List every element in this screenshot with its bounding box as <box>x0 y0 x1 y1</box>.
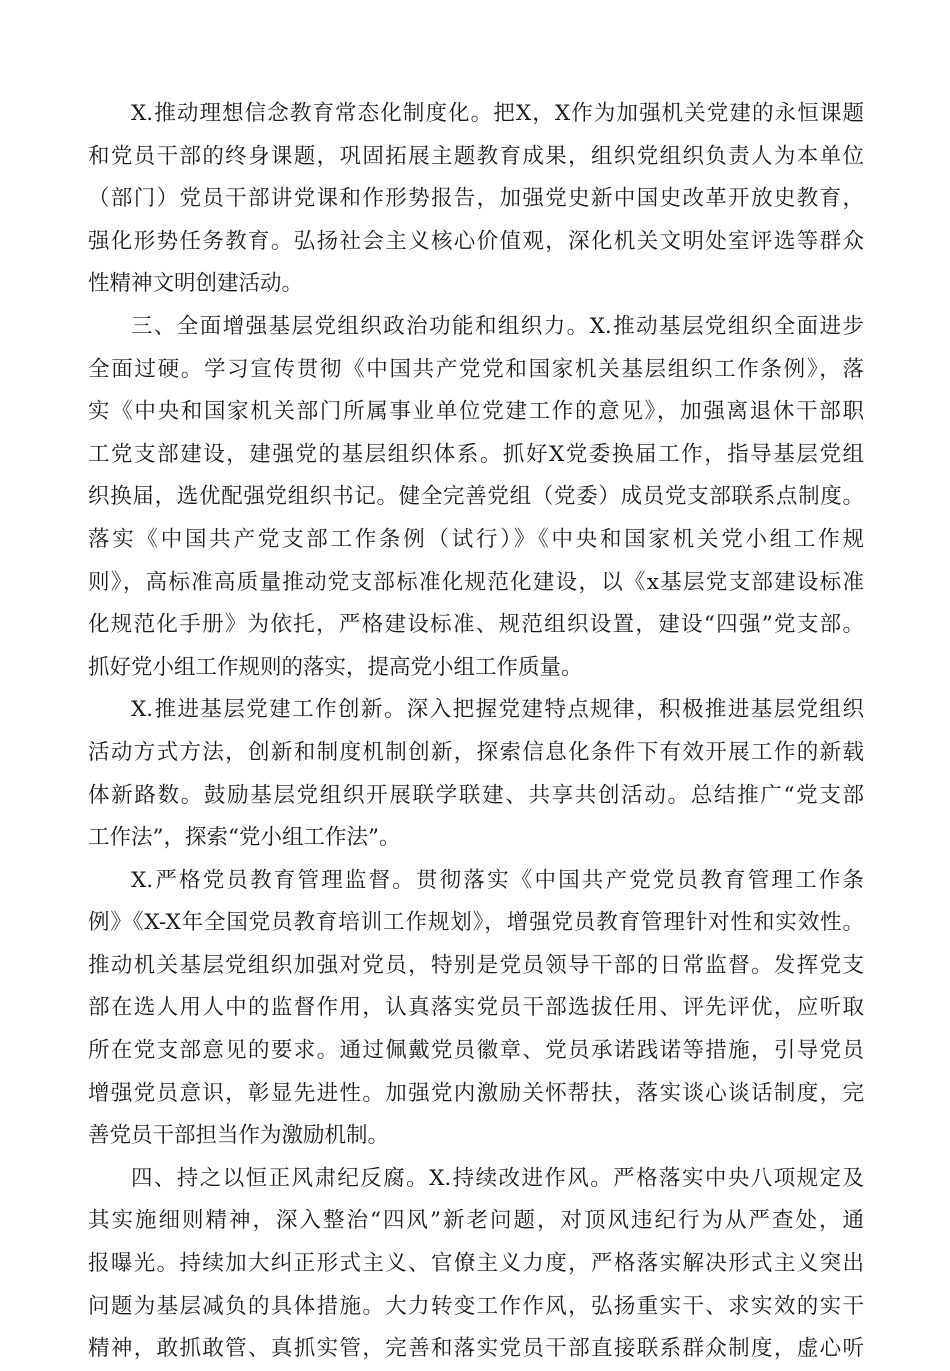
text-line: 织换届，选优配强党组织书记。健全完善党组（党委）成员党支部联系点制度。 <box>88 484 864 510</box>
text-line: 化规范化手册》为依托，严格建设标准、规范组织设置，建设“四强”党支部。 <box>88 612 864 638</box>
text-line: 性精神文明创建活动。 <box>88 271 304 297</box>
text-line: 活动方式方法，创新和制度机制创新，探索信息化条件下有效开展工作的新载 <box>88 739 864 765</box>
text-line: 则》，高标准高质量推动党支部标准化规范化建设，以《x基层党支部建设标准 <box>88 569 864 595</box>
text-line: 所在党支部意见的要求。通过佩戴党员徽章、党员承诺践诺等措施，引导党员 <box>88 1038 864 1064</box>
text-line: 抓好党小组工作规则的落实，提高党小组工作质量。 <box>88 654 583 680</box>
text-line: 报曝光。持续加大纠正形式主义、官僚主义力度，严格落实解决形式主义突出 <box>88 1251 864 1277</box>
text-line: 体新路数。鼓励基层党组织开展联学联建、共享共创活动。总结推广“党支部 <box>88 782 864 808</box>
text-line: 增强党员意识，彰显先进性。加强党内激励关怀帮扶，落实谈心谈话制度，完 <box>88 1080 864 1106</box>
text-line: 全面过硬。学习宣传贯彻《中国共产党党和国家机关基层组织工作条例》，落 <box>88 356 864 382</box>
text-line: 例》《X-X年全国党员教育培训工作规划》，增强党员教育管理针对性和实效性。 <box>88 910 864 936</box>
text-line: X.推动理想信念教育常态化制度化。把X，X作为加强机关党建的永恒课题 <box>131 101 864 126</box>
text-line: 问题为基层减负的具体措施。大力转变工作作风，弘扬重实干、求实效的实干 <box>88 1293 864 1319</box>
text-line: 工作法”，探索“党小组工作法”。 <box>88 825 401 851</box>
text-line: （部门）党员干部讲党课和作形势报告，加强党史新中国史改革开放史教育， <box>88 186 864 212</box>
text-line: 和党员干部的终身课题，巩固拓展主题教育成果，组织党组织负责人为本单位 <box>88 143 864 169</box>
document-body <box>88 93 864 1371</box>
text-line: 精神，敢抓敢管、真抓实管，完善和落实党员干部直接联系群众制度，虚心听 <box>88 1336 864 1362</box>
text-line: X.严格党员教育管理监督。贯彻落实《中国共产党党员教育管理工作条 <box>131 867 864 893</box>
text-line: 四、持之以恒正风肃纪反腐。X.持续改进作风。严格落实中央八项规定及 <box>131 1165 864 1191</box>
text-line: 其实施细则精神，深入整治“四风”新老问题，对顶风违纪行为从严查处，通 <box>88 1208 864 1234</box>
text-line: 实《中央和国家机关部门所属事业单位党建工作的意见》，加强离退休干部职 <box>88 399 864 425</box>
text-line: 三、全面增强基层党组织政治功能和组织力。X.推动基层党组织全面进步 <box>131 313 864 339</box>
text-line: 落实《中国共产党支部工作条例（试行）》《中央和国家机关党小组工作规 <box>88 526 864 552</box>
text-line: 推动机关基层党组织加强对党员，特别是党员领导干部的日常监督。发挥党支 <box>88 952 864 978</box>
text-line: 工党支部建设，建强党的基层组织体系。抓好X党委换届工作，指导基层党组 <box>88 441 864 467</box>
text-line: X.推进基层党建工作创新。深入把握党建特点规律，积极推进基层党组织 <box>131 697 864 723</box>
text-line: 强化形势任务教育。弘扬社会主义核心价值观，深化机关文明处室评选等群众 <box>88 228 864 254</box>
text-line: 部在选人用人中的监督作用，认真落实党员干部选拔任用、评先评优，应听取 <box>88 995 864 1021</box>
text-line: 善党员干部担当作为激励机制。 <box>88 1123 390 1149</box>
